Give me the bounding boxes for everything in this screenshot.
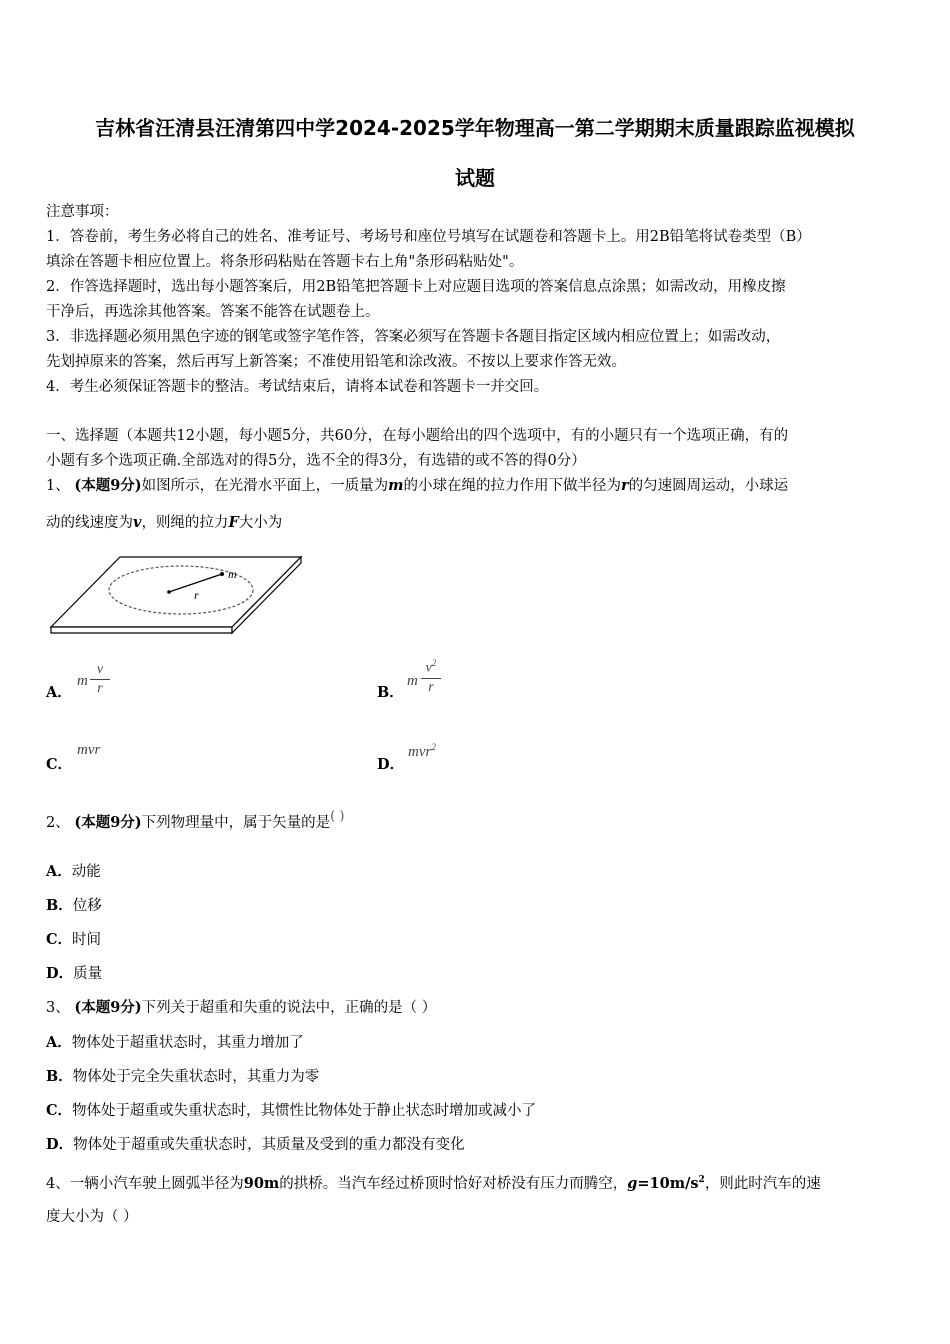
option-d[interactable]: D．: [377, 756, 405, 773]
option-d-math: mvr$^2$: [408, 742, 436, 760]
question-text: 的小球在绳的拉力作用下做半径为: [403, 478, 621, 494]
question-text: 大小为: [238, 515, 283, 531]
option-c[interactable]: C．: [46, 756, 73, 773]
option-c-math: mvr: [77, 742, 101, 758]
question-1-stem: [46, 476, 908, 496]
option-a[interactable]: A．物体处于超重状态时，其重力增加了: [46, 1034, 304, 1051]
ball: [220, 572, 224, 576]
notice-item: 3．非选择题必须用黑色字迹的钢笔或签字笔作答，答案必须写在答题卡各题目指定区域内相应位置上；如需改动，: [46, 329, 781, 345]
section-heading: 一、选择题（本题共12小题，每小题5分，共60分，在每小题给出的四个选项中，有的小题只有一个选项正确，有的: [46, 428, 789, 444]
exam-title-line2: 试题: [455, 166, 495, 190]
figure-label-m: m: [228, 567, 237, 581]
var-v: v: [133, 514, 142, 531]
option-b[interactable]: B．: [377, 684, 404, 701]
question-number: 1、: [46, 478, 70, 494]
option-a-math: m: [77, 673, 88, 689]
answer-paren: ( ): [330, 809, 345, 824]
question-1-stem-cont: [46, 513, 908, 533]
section-heading-cont: 小题有多个选项正确.全部选对的得5分，选不全的得3分，有选错的或不答的得0分）: [46, 453, 586, 469]
var-F: F: [228, 514, 239, 531]
question-4-stem-cont: 度大小为（ ）: [46, 1209, 138, 1225]
figure-label-r: r: [194, 588, 199, 602]
exam-title-line1: 吉林省汪清县汪清第四中学2024-2025学年物理高一第二学期期末质量跟踪监视模拟: [95, 116, 855, 140]
notice-item: 填涂在答题卡相应位置上。将条形码粘贴在答题卡右上角"条形码粘贴处"。: [46, 254, 524, 270]
option-a-fraction: v r: [90, 662, 110, 697]
option-d[interactable]: D．质量: [46, 965, 103, 982]
notice-item: 干净后，再选涂其他答案。答案不能答在试题卷上。: [46, 304, 380, 320]
var-r: r: [621, 477, 629, 494]
option-d[interactable]: D．物体处于超重或失重状态时，其质量及受到的重力都没有变化: [46, 1136, 465, 1153]
option-b-fraction: $v^2$ r: [421, 658, 441, 696]
notice-item: 1．答卷前，考生务必将自己的姓名、准考证号、考场号和座位号填写在试题卷和答题卡上。用2B铅笔将试卷类型（B）: [46, 229, 811, 245]
question-2-stem: 2、 (本题9分)下列物理量中，属于矢量的是( ): [46, 809, 345, 831]
question-text: 的匀速圆周运动，小球运: [628, 478, 789, 494]
question-4-stem: 4、一辆小汽车驶上圆弧半径为90m的拱桥。当汽车经过桥顶时恰好对桥没有压力而腾空，$g=10m/s^2$，则此时汽车的速: [46, 1174, 821, 1192]
option-a[interactable]: A．: [46, 684, 72, 701]
option-c[interactable]: C．物体处于超重或失重状态时，其惯性比物体处于静止状态时增加或减小了: [46, 1102, 537, 1119]
question-text: ，则绳的拉力: [141, 515, 229, 531]
circular-motion-figure: [48, 552, 308, 638]
option-b[interactable]: B．位移: [46, 897, 102, 914]
var-m: m: [388, 477, 404, 494]
notice-item: 先划掉原来的答案，然后再写上新答案；不准使用铅笔和涂改液。不按以上要求作答无效。: [46, 354, 626, 370]
option-b[interactable]: B．物体处于完全失重状态时，其重力为零: [46, 1068, 320, 1085]
question-text: 如图所示，在光滑水平面上，一质量为: [141, 478, 389, 494]
option-b-math: m: [407, 673, 418, 689]
question-3-stem: 3、 (本题9分)下列关于超重和失重的说法中，正确的是（ ）: [46, 999, 437, 1016]
option-c[interactable]: C．时间: [46, 931, 102, 948]
question-text: 动的线速度为: [46, 515, 133, 531]
option-a[interactable]: A．动能: [46, 863, 101, 880]
notice-item: 2．作答选择题时，选出每小题答案后，用2B铅笔把答题卡上对应题目选项的答案信息点涂黑；如需改动，用橡皮擦: [46, 279, 786, 295]
notice-heading: 注意事项：: [46, 204, 119, 220]
question-score: (本题9分): [74, 477, 142, 494]
notice-item: 4．考生必须保证答题卡的整洁。考试结束后，请将本试卷和答题卡一并交回。: [46, 379, 549, 395]
